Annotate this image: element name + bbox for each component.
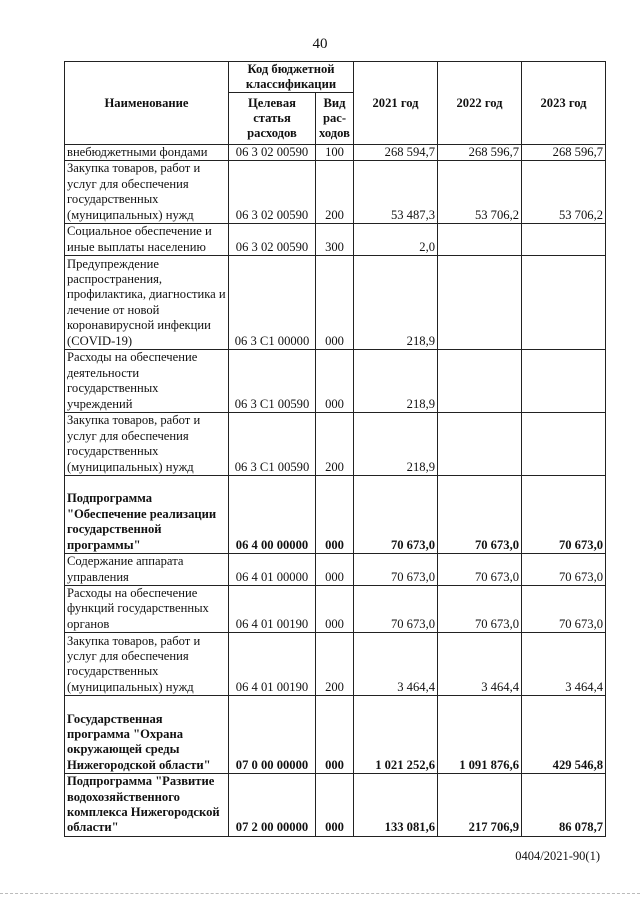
row-code-cell: 06 3 C1 00000: [229, 256, 316, 350]
row-2021-cell: 133 081,6: [354, 774, 438, 837]
row-2021-cell: 1 021 252,6: [354, 696, 438, 774]
row-2022-cell: 70 673,0: [438, 586, 522, 633]
table-row: [65, 224, 606, 256]
row-2023-cell: [522, 413, 606, 476]
row-name-cell: Закупка товаров, работ и услуг для обеспечения государственных (муниципальных) нужд: [65, 633, 229, 696]
row-name-cell: Предупреждение распространения, профилактика, диагностика и лечение от новой коронавирусной инфекции (COVID-19): [65, 256, 229, 350]
row-2022-cell: 3 464,4: [438, 633, 522, 696]
row-2023-cell: 86 078,7: [522, 774, 606, 837]
row-2022-cell: 70 673,0: [438, 476, 522, 554]
row-name-cell: Содержание аппарата управления: [65, 554, 229, 586]
row-2022-cell: [438, 256, 522, 350]
row-2022-cell: 53 706,2: [438, 161, 522, 224]
row-2021-cell: 53 487,3: [354, 161, 438, 224]
row-2021-cell: 70 673,0: [354, 586, 438, 633]
row-2023-cell: 70 673,0: [522, 554, 606, 586]
row-name-cell: Государственная программа "Охрана окружающей среды Нижегородской области": [65, 696, 229, 774]
row-2021-cell: 70 673,0: [354, 476, 438, 554]
row-code-cell: 06 3 02 00590: [229, 224, 316, 256]
row-2022-cell: 217 706,9: [438, 774, 522, 837]
row-expense-type-cell: 200: [316, 413, 354, 476]
row-name-cell: Подпрограмма "Развитие водохозяйственного комплекса Нижегородской области": [65, 774, 229, 837]
row-2022-cell: [438, 224, 522, 256]
table-row: [65, 256, 606, 350]
row-name-cell: Социальное обеспечение и иные выплаты населению: [65, 224, 229, 256]
row-2023-cell: 3 464,4: [522, 633, 606, 696]
row-expense-type-cell: 000: [316, 554, 354, 586]
row-expense-type-cell: 100: [316, 145, 354, 161]
row-2021-cell: 70 673,0: [354, 554, 438, 586]
row-2023-cell: [522, 256, 606, 350]
row-expense-type-cell: 000: [316, 774, 354, 837]
row-2021-cell: 268 594,7: [354, 145, 438, 161]
table-row: [65, 774, 606, 837]
header-2023: 2023 год: [522, 62, 606, 145]
row-name-cell: Закупка товаров, работ и услуг для обеспечения государственных (муниципальных) нужд: [65, 413, 229, 476]
row-name-cell: Расходы на обеспечение функций государственных органов: [65, 586, 229, 633]
row-code-cell: 06 4 00 00000: [229, 476, 316, 554]
row-name-cell: Подпрограмма "Обеспечение реализации государственной программы": [65, 476, 229, 554]
header-expense-type: Вид рас-ходов: [316, 93, 354, 145]
row-expense-type-cell: 000: [316, 476, 354, 554]
row-2021-cell: 218,9: [354, 413, 438, 476]
row-2022-cell: [438, 413, 522, 476]
row-2022-cell: 70 673,0: [438, 554, 522, 586]
row-code-cell: 06 3 C1 00590: [229, 350, 316, 413]
table-row: [65, 554, 606, 586]
table-row: [65, 350, 606, 413]
row-2022-cell: 1 091 876,6: [438, 696, 522, 774]
table-row: [65, 145, 606, 161]
row-2023-cell: 268 596,7: [522, 145, 606, 161]
budget-table: [64, 61, 606, 837]
row-code-cell: 06 3 02 00590: [229, 145, 316, 161]
header-name: Наименование: [65, 62, 229, 145]
row-code-cell: 06 4 01 00190: [229, 633, 316, 696]
header-2022: 2022 год: [438, 62, 522, 145]
header-2021: 2021 год: [354, 62, 438, 145]
row-code-cell: 06 4 01 00190: [229, 586, 316, 633]
document-code: 0404/2021-90(1): [515, 849, 600, 863]
row-name-cell: Расходы на обеспечение деятельности государственных учреждений: [65, 350, 229, 413]
row-code-cell: 07 0 00 00000: [229, 696, 316, 774]
row-2023-cell: 53 706,2: [522, 161, 606, 224]
row-2021-cell: 3 464,4: [354, 633, 438, 696]
row-2021-cell: 218,9: [354, 350, 438, 413]
row-expense-type-cell: 300: [316, 224, 354, 256]
header-classification: Код бюджетной классификации: [229, 62, 354, 93]
header-target-article: Целевая статья расходов: [229, 93, 316, 145]
table-row: [65, 413, 606, 476]
row-expense-type-cell: 000: [316, 696, 354, 774]
table-body: [65, 145, 606, 837]
table-row: [65, 633, 606, 696]
row-expense-type-cell: 000: [316, 586, 354, 633]
page-number: 40: [312, 36, 328, 52]
row-name-cell: внебюджетными фондами: [65, 145, 229, 161]
row-2022-cell: [438, 350, 522, 413]
row-2021-cell: 2,0: [354, 224, 438, 256]
table-row: [65, 696, 606, 774]
row-2023-cell: 70 673,0: [522, 586, 606, 633]
row-expense-type-cell: 000: [316, 350, 354, 413]
table-row: [65, 586, 606, 633]
table-row: [65, 161, 606, 224]
row-expense-type-cell: 200: [316, 633, 354, 696]
row-2023-cell: [522, 350, 606, 413]
row-code-cell: 06 3 02 00590: [229, 161, 316, 224]
row-code-cell: 06 4 01 00000: [229, 554, 316, 586]
row-code-cell: 06 3 C1 00590: [229, 413, 316, 476]
row-name-cell: Закупка товаров, работ и услуг для обеспечения государственных (муниципальных) нужд: [65, 161, 229, 224]
row-2021-cell: 218,9: [354, 256, 438, 350]
row-2022-cell: 268 596,7: [438, 145, 522, 161]
table-row: [65, 476, 606, 554]
row-2023-cell: [522, 224, 606, 256]
row-expense-type-cell: 200: [316, 161, 354, 224]
row-expense-type-cell: 000: [316, 256, 354, 350]
row-2023-cell: 70 673,0: [522, 476, 606, 554]
row-2023-cell: 429 546,8: [522, 696, 606, 774]
scan-edge-marks: [0, 893, 640, 900]
row-code-cell: 07 2 00 00000: [229, 774, 316, 837]
